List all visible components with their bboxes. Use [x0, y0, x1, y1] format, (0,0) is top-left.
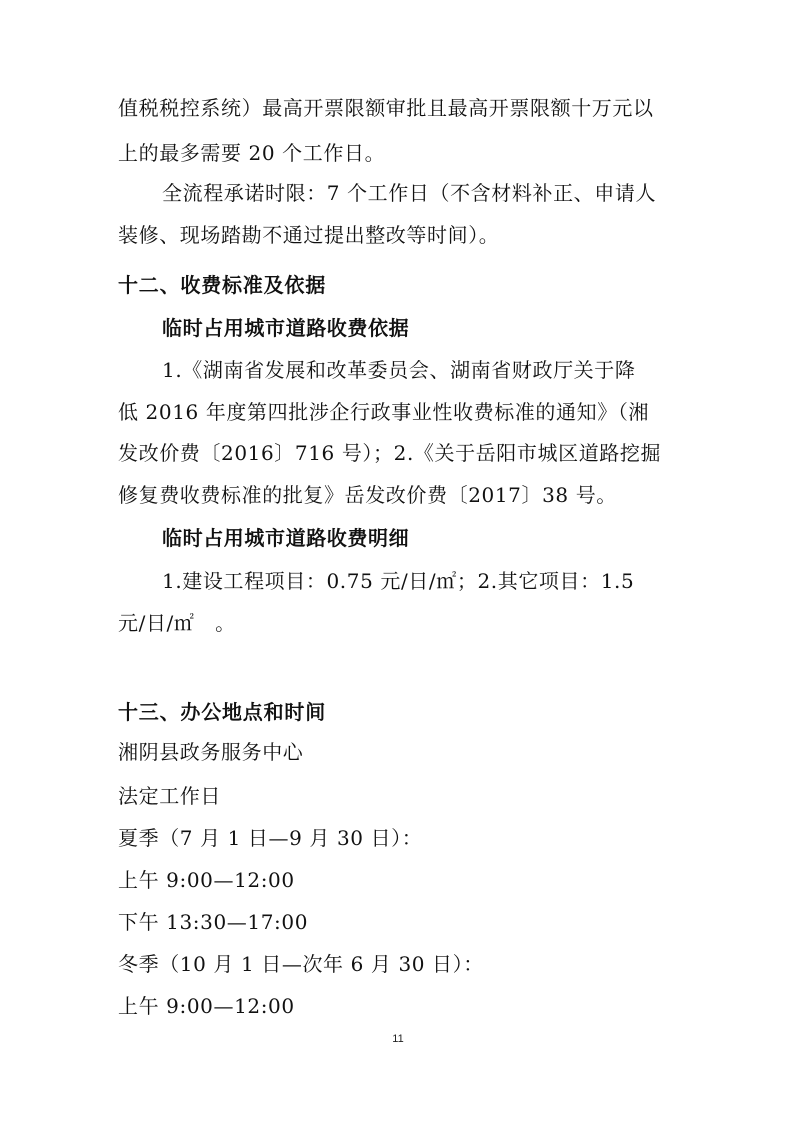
body-line: 上的最多需要 20 个工作日。 — [118, 141, 386, 165]
office-name: 湘阴县政务服务中心 — [118, 740, 304, 764]
body-line: 全流程承诺时限：7 个工作日（不含材料补正、申请人 — [162, 181, 657, 205]
summer-schedule-label: 夏季（7 月 1 日—9 月 30 日）： — [118, 826, 423, 850]
body-line: 修复费收费标准的批复》岳发改价费〔2017〕38 号。 — [118, 483, 617, 507]
section-heading-office: 十三、办公地点和时间 — [118, 700, 326, 724]
body-line: 发改价费〔2016〕716 号）；2.《关于岳阳市城区道路挖掘 — [118, 441, 662, 465]
summer-afternoon-hours: 下午 13:30—17:00 — [118, 910, 309, 934]
subheading-fee-basis: 临时占用城市道路收费依据 — [162, 316, 410, 340]
body-line: 1.《湖南省发展和改革委员会、湖南省财政厅关于降 — [162, 358, 636, 382]
subheading-fee-details: 临时占用城市道路收费明细 — [162, 526, 410, 550]
section-heading-fees: 十二、收费标准及依据 — [118, 273, 326, 297]
body-line: 低 2016 年度第四批涉企行政事业性收费标准的通知》（湘 — [118, 400, 650, 424]
working-days-label: 法定工作日 — [118, 784, 221, 808]
body-line: 1.建设工程项目：0.75 元/日/㎡；2.其它项目：1.5 — [162, 569, 635, 593]
page-number: 11 — [392, 1033, 404, 1045]
body-line: 装修、现场踏勘不通过提出整改等时间）。 — [118, 223, 500, 247]
winter-schedule-label: 冬季（10 月 1 日—次年 6 月 30 日）： — [118, 952, 484, 976]
body-line: 值税税控系统）最高开票限额审批且最高开票限额十万元以 — [118, 96, 654, 120]
winter-morning-hours: 上午 9:00—12:00 — [118, 994, 295, 1018]
body-line: 元/日/㎡ 。 — [118, 611, 236, 635]
summer-morning-hours: 上午 9:00—12:00 — [118, 868, 295, 892]
